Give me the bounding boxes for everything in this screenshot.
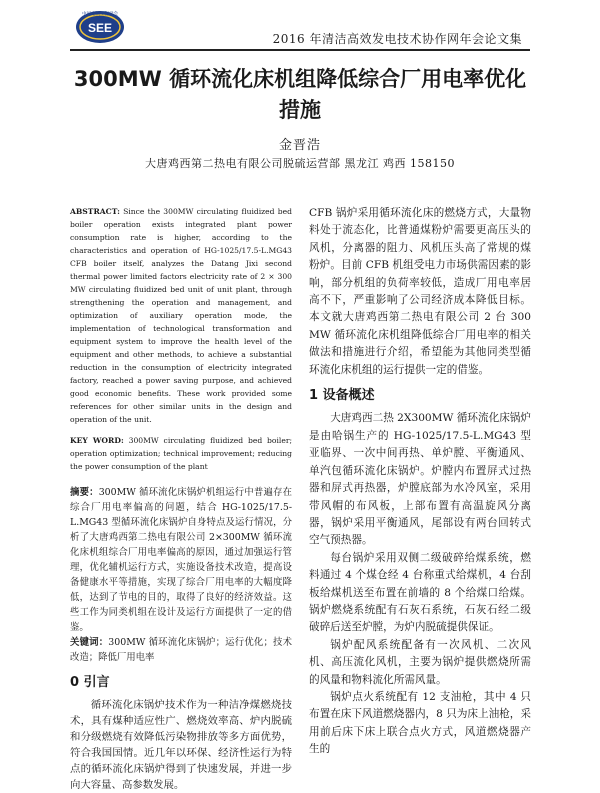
see-logo (74, 6, 126, 46)
logo-text: SEE (87, 21, 113, 35)
keywords-cn (70, 635, 292, 665)
abstract-en-label: ABSTRACT: (70, 207, 120, 216)
author-name: 金晋浩 (278, 138, 321, 153)
section-1-paragraph-3: 锅炉配风系统配备有一次风机、二次风机、高压流化风机，主要为锅炉提供燃烧所需的风量和物料流化所需风量。 (309, 638, 531, 686)
right-column (309, 205, 531, 765)
keywords-cn-text: 300MW 循环流化床锅炉；运行优化；技术改造；降低厂用电率 (70, 637, 292, 663)
abstract-cn (70, 485, 292, 635)
section-1-paragraph-1: 大唐鸡西二热 2X300MW 循环流化床锅炉是由哈锅生产的 HG-1025/17.5-L.MG43 型亚临界、一次中间再热、单炉膛、平衡通风、单汽包循环流化床锅炉。炉膛内布置屏式过热器和屏式再热器，炉膛底部为水冷风室，采用带风帽的布风板，上部布置有高温旋风分离器，锅炉采用平衡通风，尾部设有两台回转式空气预热器。 (309, 412, 531, 547)
intro-continued: CFB 锅炉采用循环流化床的燃烧方式，大量物料处于流态化，比普通煤粉炉需要更高压头的风机，分离器的阻力、风机压头高了常规的煤粉炉。目前 CFB 机组受电力市场供需因素的影响，部分机组的负荷率较低，造成厂用电率居高不下，严重影响了公司经济成本降低目标。本文就大唐鸡西第二热电有限公司 2 台 300 MW 循环流化床机组降低综合厂用电率的相关做法和措施进行介绍，希望能为其他同类型循环流化床机组的运行提供一定的借鉴。 (309, 207, 531, 376)
header-divider (70, 49, 530, 51)
intro-heading: 0 引言 (70, 675, 110, 690)
abstract-en (70, 205, 292, 473)
left-column (70, 205, 293, 791)
keywords-cn-label: 关键词： (70, 637, 109, 648)
abstract-cn-label: 摘要： (70, 487, 99, 498)
paper-title: 300MW 循环流化床机组降低综合厂用电率优化措施 (73, 67, 527, 122)
keywords-en-text: 300MW circulating fluidized bed boiler; operation optimization; technical improvement; reducing the power consumption of the plant (70, 436, 293, 471)
author-affiliation: 大唐鸡西第二热电有限公司脱硫运营部 黑龙江 鸡西 158150 (145, 157, 455, 170)
section-1-paragraph-2: 每台锅炉采用双侧二级破碎给煤系统，燃料通过 4 个煤仓经 4 台称重式给煤机，4 台刮板给煤机送至布置在前墙的 8 个给煤口给煤。锅炉燃烧系统配有石灰石系统，石灰石经二级破碎后送至炉膛，为炉内脱硫提供保证。 (309, 551, 531, 634)
abstract-cn-text: 300MW 循环流化床锅炉机组运行中普遍存在综合厂用电率偏高的问题，结合 HG-1025/17.5-L.MG43 型循环流化床锅炉自身特点及运行情况，分析了大唐鸡西第二热电有限公司 2×300MW 循环流化床机组综合厂用电率偏高的原因，通过加强运行管理，优化辅机运行方式，实施设备技术改造，提高设备健康水平等措施，实现了综合厂用电率的大幅度降低，达到了节电的目的，取得了良好的经济效益。这些工作为同类机组在设计及运行方面提供了一定的借鉴。 (70, 487, 292, 633)
keywords-en-label: KEY WORD: (70, 436, 124, 445)
logo-caption: 中国电机工程学会 (82, 12, 118, 17)
conference-title: 2016 年清洁高效发电技术协作网年会论文集 (272, 32, 522, 46)
abstract-en-text: Since the 300MW circulating fluidized bed boiler operation exists integrated plant power consumption rate is higher, according to the characteristics and operation of HG-1025/17.5-L.MG43 CFB boiler itself, analyzes the Datang Jixi second thermal power limited factors electricity rate of 2 × 300 MW circulating fluidized bed unit of unit plant, through strengthening the operation and management, and optimization of auxiliary operation mode, the implementation of technological transformation and equipment system to improve the health level of the equipment and other methods, to achieve a substantial reduction in the consumption of electricity integrated factory, reached a power saving purpose, and achieved good economic benefits. These work provided some references for other similar units in the design and operation of the unit. (70, 207, 292, 424)
intro-paragraph: 循环流化床锅炉技术作为一种洁净煤燃烧技术，具有煤种适应性广、燃烧效率高、炉内脱硫和分级燃烧有效降低污染物排放等多方面优势，符合我国国情。近几年以环保、经济性运行为特点的循环流化床锅炉得到了快速发展，并进一步向大容量、高参数发展。 (70, 699, 292, 791)
section-1-paragraph-4: 锅炉点火系统配有 12 支油枪，其中 4 只布置在床下风道燃烧器内，8 只为床上油枪，采用前后床下床上联合点火方式，风道燃烧器产生的 (309, 690, 531, 756)
section-1-heading: 1 设备概述 (309, 388, 375, 404)
